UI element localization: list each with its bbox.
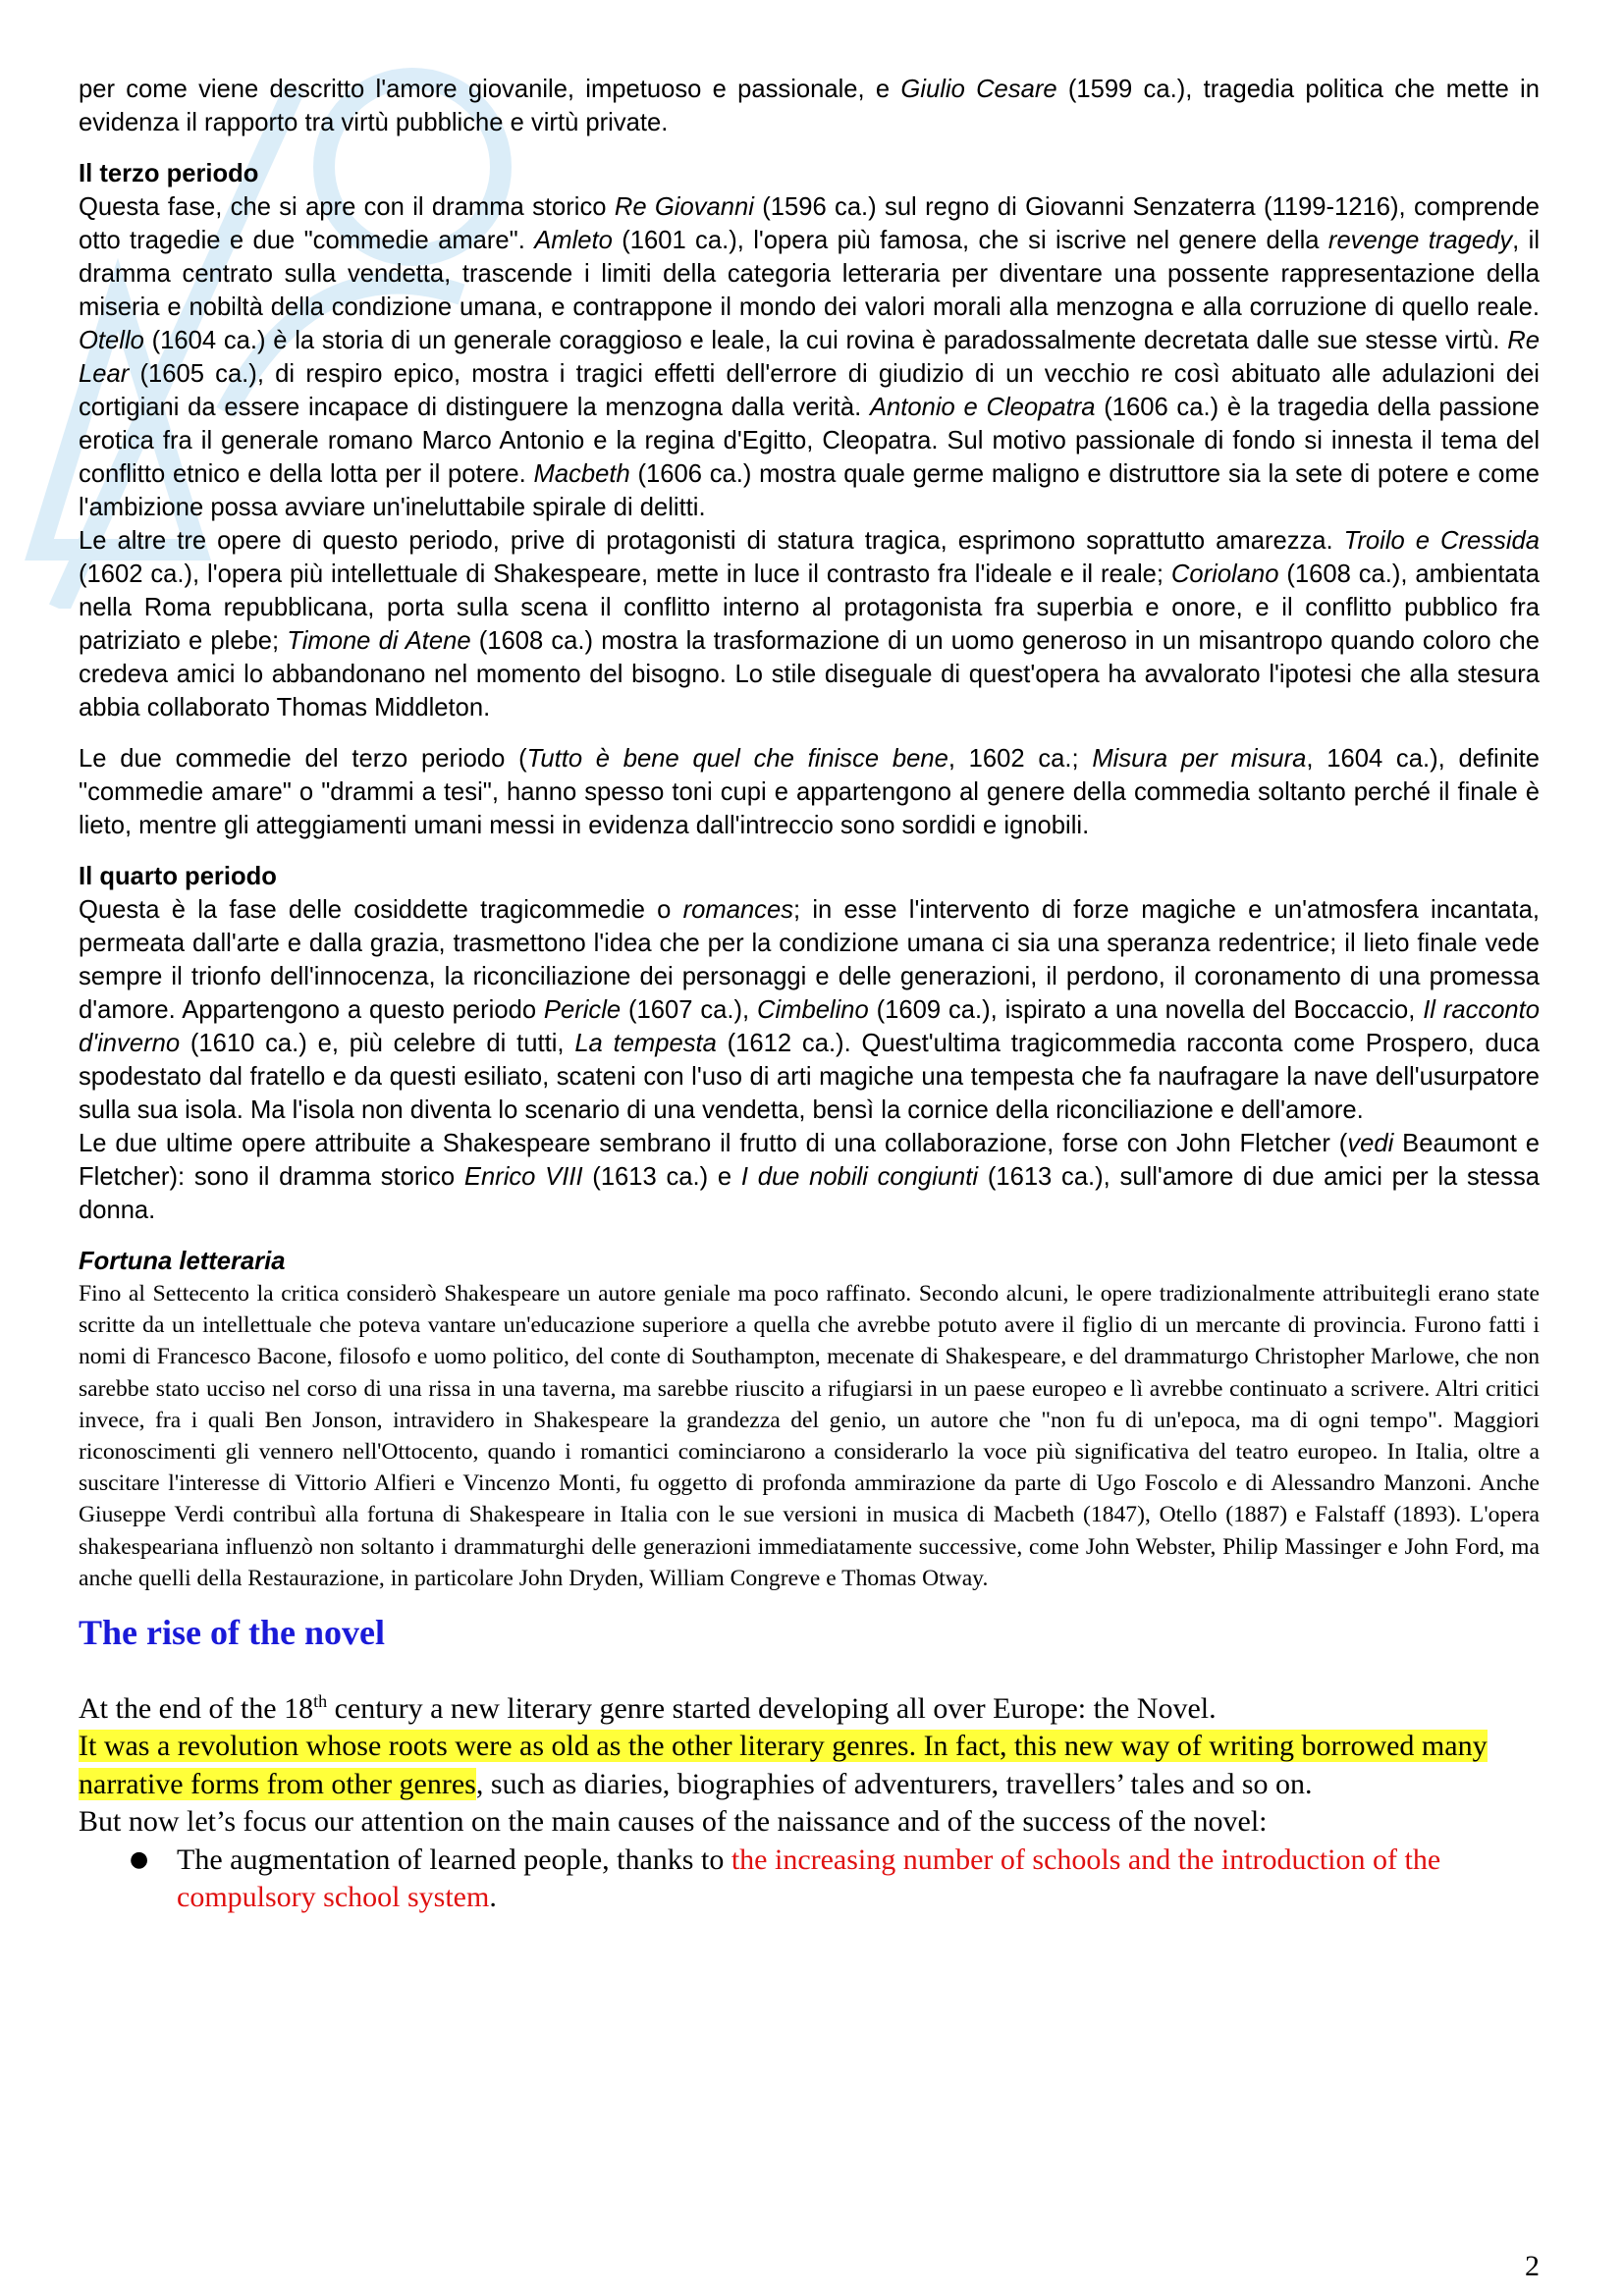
highlighted-text: It was a revolution whose roots were as old as the other literary genres. In fact, this new way of writing borrowed many narrative forms from other genres	[79, 1730, 1488, 1800]
novel-paragraph-2: It was a revolution whose roots were as old as the other literary genres. In fact, this new way of writing borrowed many narrative forms from other genres, such as diaries, biographies of adventurers, travellers’ tales and so on.	[79, 1730, 1488, 1800]
novel-title: The rise of the novel	[79, 1613, 385, 1653]
quarto-paragraph-2: Le due ultime opere attribuite a Shakespeare sembrano il frutto di una collaborazione, forse con John Fletcher (vedi Beaumont e Fletcher): sono il dramma storico Enrico VIII (1613 ca.) e I due nobili congiunti (1613 ca.), sull'amore di due amici per la stessa donna.	[79, 1130, 1540, 1224]
page-number: 2	[1525, 2250, 1540, 2282]
section-heading-quarto: Il quarto periodo	[79, 863, 277, 890]
section-terzo-periodo	[79, 157, 1540, 842]
section-fortuna	[79, 1245, 1540, 1594]
section-novel	[79, 1682, 1540, 1917]
document-page	[79, 73, 1540, 1917]
section-heading-terzo: Il terzo periodo	[79, 160, 259, 187]
novel-paragraph-3: But now let’s focus our attention on the main causes of the naissance and of the success of the novel:	[79, 1805, 1268, 1839]
section-heading-fortuna: Fortuna letteraria	[79, 1248, 286, 1275]
fortuna-paragraph: Fino al Settecento la critica considerò Shakespeare un autore geniale ma poco raffinato. Secondo alcuni, le opere tradizionalmente attribuitegli erano state scritte da un intellettuale che poteva vantare un'educazione superiore a quella che avrebbe potuto avere il figlio di un mercante di provincia. Furono fatti i nomi di Francesco Bacone, filosofo e uomo politico, del conte di Southampton, mecenate di Shakespeare, e del drammaturgo Christopher Marlowe, che non sarebbe stato ucciso nel corso di una rissa in una taverna, ma sarebbe riuscito a rifugiarsi in un paese europeo e lì avrebbe continuato a scrivere. Altri critici invece, fra i quali Ben Jonson, intravidero in Shakespeare la grandezza del genio, un autore che "non fu di un'epoca, ma di ogni tempo". Maggiori riconoscimenti gli vennero nell'Ottocento, quando i romantici cominciarono a considerarlo la voce più significativa del teatro europeo. In Italia, oltre a suscitare l'interesse di Vittorio Alfieri e Vincenzo Monti, fu oggetto di profonda ammirazione da parte di Ugo Foscolo e di Alessandro Manzoni. Anche Giuseppe Verdi contribuì alla fortuna di Shakespeare in Italia con le sue versioni in musica di Macbeth (1847), Otello (1887) e Falstaff (1893). L'opera shakespeariana influenzò non soltanto i drammaturghi delle generazioni immediatamente successive, come John Webster, Philip Massinger e John Ford, ma anche quelli della Restaurazione, in particolare John Dryden, William Congreve e Thomas Otway.	[79, 1281, 1540, 1591]
terzo-paragraph-1: Questa fase, che si apre con il dramma storico Re Giovanni (1596 ca.) sul regno di Giovanni Senzaterra (1199-1216), comprende otto tragedie e due "commedie amare". Amleto (1601 ca.), l'opera più famosa, che si iscrive nel genere della revenge tragedy, il dramma centrato sulla vendetta, trascende i limiti della categoria letteraria per diventare una possente rappresentazione della miseria e nobiltà della condizione umana, e contrappone il mondo dei valori morali alla menzogna e alla corruzione di quello reale. Otello (1604 ca.) è la storia di un generale coraggioso e leale, la cui rovina è paradossalmente decretata dalle sue stesse virtù. Re Lear (1605 ca.), di respiro epico, mostra i tragici effetti dell'errore di giudizio di un vecchio re così abituato alle adulazioni dei cortigiani da essere incapace di distinguere la menzogna dalla verità. Antonio e Cleopatra (1606 ca.) è la tragedia della passione erotica fra il generale romano Marco Antonio e la regina d'Egitto, Cleopatra. Sul motivo passionale di fondo si innesta il tema del conflitto etnico e della lotta per il potere. Macbeth (1606 ca.) mostra quale germe maligno e distruttore sia la sete di potere e come l'ambizione possa avviare un'ineluttabile spirale di delitti.	[79, 193, 1541, 521]
causes-list	[79, 1842, 1540, 1917]
red-text: the increasing number of schools and the introduction of the compulsory school system	[177, 1842, 1441, 1914]
intro-paragraph: per come viene descritto l'amore giovanile, impetuoso e passionale, e Giulio Cesare (1599 ca.), tragedia politica che mette in evidenza il rapporto tra virtù pubbliche e virtù private.	[79, 76, 1540, 136]
list-item: ● The augmentation of learned people, thanks to the increasing number of schools and the introduction of the compulsory school system.	[130, 1842, 1441, 1914]
bullet-icon: ●	[130, 1846, 149, 1872]
terzo-paragraph-3: Le due commedie del terzo periodo (Tutto è bene quel che finisce bene, 1602 ca.; Misura per misura, 1604 ca.), definite "commedie amare" o "drammi a tesi", hanno spesso toni cupi e appartengono al genere della commedia soltanto perché il finale è lieto, mentre gli atteggiamenti umani messi in evidenza dall'intreccio sono sordidi e ignobili.	[79, 745, 1540, 839]
novel-paragraph-1: At the end of the 18th century a new literary genre started developing all over Europe: the Novel.	[79, 1690, 1217, 1725]
terzo-paragraph-2: Le altre tre opere di questo periodo, prive di protagonisti di statura tragica, esprimono soprattutto amarezza. Troilo e Cressida (1602 ca.), l'opera più intellettuale di Shakespeare, mette in luce il contrasto fra l'ideale e il reale; Coriolano (1608 ca.), ambientata nella Roma repubblicana, porta sulla scena il conflitto interno al protagonista fra superbia e onore, e il conflitto pubblico fra patriziato e plebe; Timone di Atene (1608 ca.) mostra la trasformazione di un uomo generoso in un misantropo quando coloro che credeva amici lo abbandonano nel momento del bisogno. Lo stile diseguale di quest'opera ha avvalorato l'ipotesi che alla stesura abbia collaborato Thomas Middleton.	[79, 527, 1541, 721]
section-quarto-periodo	[79, 860, 1540, 1227]
quarto-paragraph-1: Questa è la fase delle cosiddette tragicommedie o romances; in esse l'intervento di forze magiche e un'atmosfera incantata, permeata dall'arte e dalla grazia, trasmettono l'idea che per la condizione umana ci sia una speranza redentrice; il lieto finale vede sempre il trionfo dell'innocenza, la riconciliazione dei personaggi e delle generazioni, il perdono, il coronamento di una promessa d'amore. Appartengono a questo periodo Pericle (1607 ca.), Cimbelino (1609 ca.), ispirato a una novella del Boccaccio, Il racconto d'inverno (1610 ca.) e, più celebre di tutti, La tempesta (1612 ca.). Quest'ultima tragicommedia racconta come Prospero, duca spodestato dal fratello e da questi esiliato, scateni con l'uso di arti magiche una tempesta che fa naufragare la nave dell'usurpatore sulla sua isola. Ma l'isola non diventa lo scenario di una vendetta, bensì la cornice della riconciliazione e dell'amore.	[79, 896, 1541, 1124]
